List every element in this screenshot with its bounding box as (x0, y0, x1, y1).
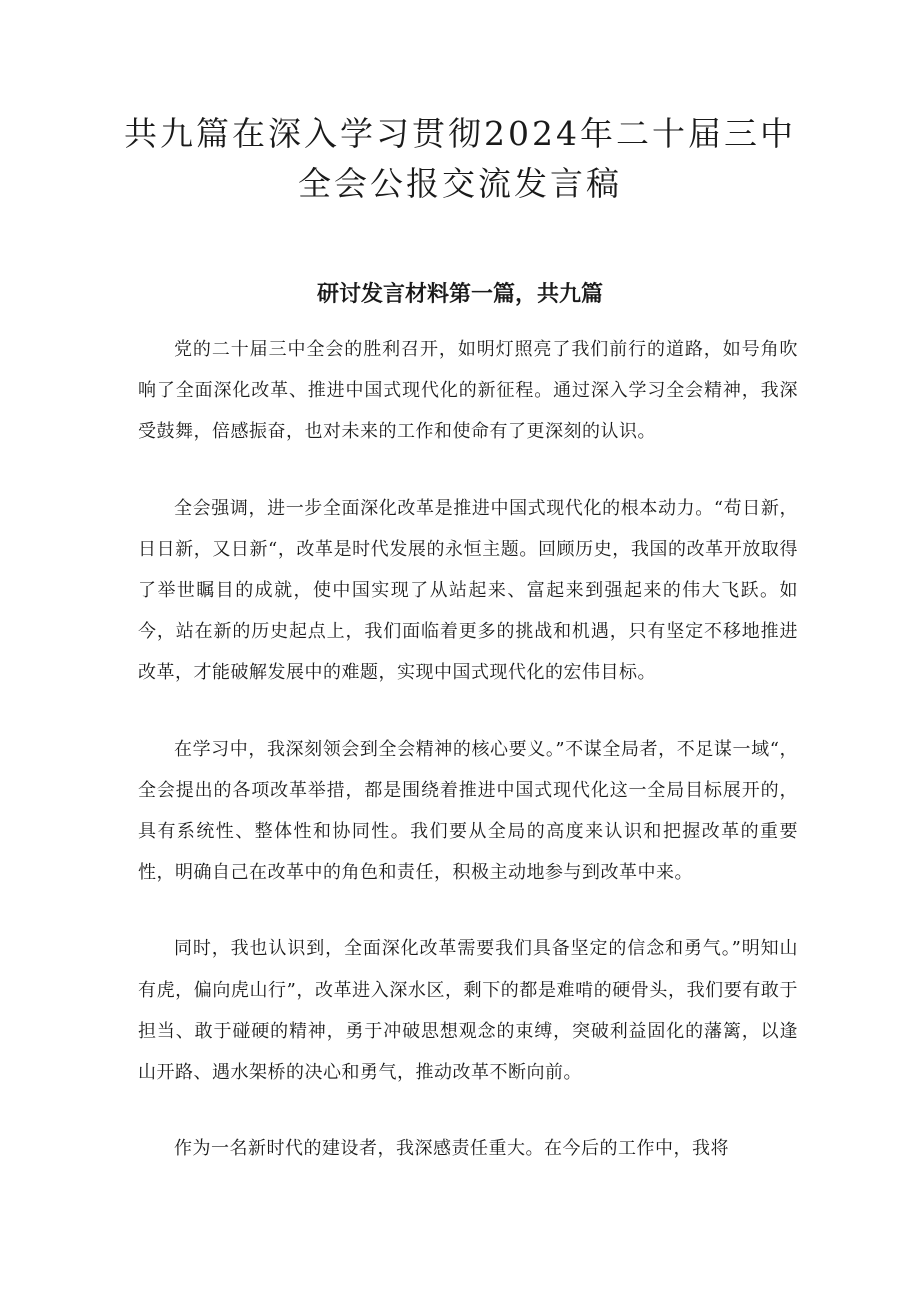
document-title-line-1: 共九篇在深入学习贯彻2024年二十届三中 (124, 114, 796, 153)
paragraph-1: 党的二十届三中全会的胜利召开，如明灯照亮了我们前行的道路，如号角吹响了全面深化改革、推进中国式现代化的新征程。通过深入学习全会精神，我深受鼓舞，倍感振奋，也对未来的工作和使命有了更深刻的认识。 (138, 339, 798, 443)
paragraph-5: 作为一名新时代的建设者，我深感责任重大。在今后的工作中，我将 (174, 1138, 729, 1160)
paragraph-4: 同时，我也认识到，全面深化改革需要我们具备坚定的信念和勇气。”明知山有虎，偏向虎山行”，改革进入深水区，剩下的都是难啃的硬骨头，我们要有敢于担当、敢于碰硬的精神，勇于冲破思想观念的束缚，突破利益固化的藩篱，以逢山开路、遇水架桥的决心和勇气，推动改革不断向前。 (138, 938, 798, 1084)
section-heading: 研讨发言材料第一篇，共九篇 (316, 282, 603, 307)
paragraph-3: 在学习中，我深刻领会到全会精神的核心要义。”不谋全局者，不足谋一域“，全会提出的各项改革举措，都是围绕着推进中国式现代化这一全局目标展开的，具有系统性、整体性和协同性。我们要从全局的高度来认识和把握改革的重要性，明确自己在改革中的角色和责任，积极主动地参与到改革中来。 (138, 738, 798, 884)
document-title-line-2: 全会公报交流发言稿 (298, 164, 622, 203)
body-text (138, 329, 798, 1204)
paragraph-2: 全会强调，进一步全面深化改革是推进中国式现代化的根本动力。“苟日新，日日新，又日新“，改革是时代发展的永恒主题。回顾历史，我国的改革开放取得了举世瞩目的成就，使中国实现了从站起来、富起来到强起来的伟大飞跃。如今，站在新的历史起点上，我们面临着更多的挑战和机遇，只有坚定不移地推进改革，才能破解发展中的难题，实现中国式现代化的宏伟目标。 (138, 497, 798, 684)
